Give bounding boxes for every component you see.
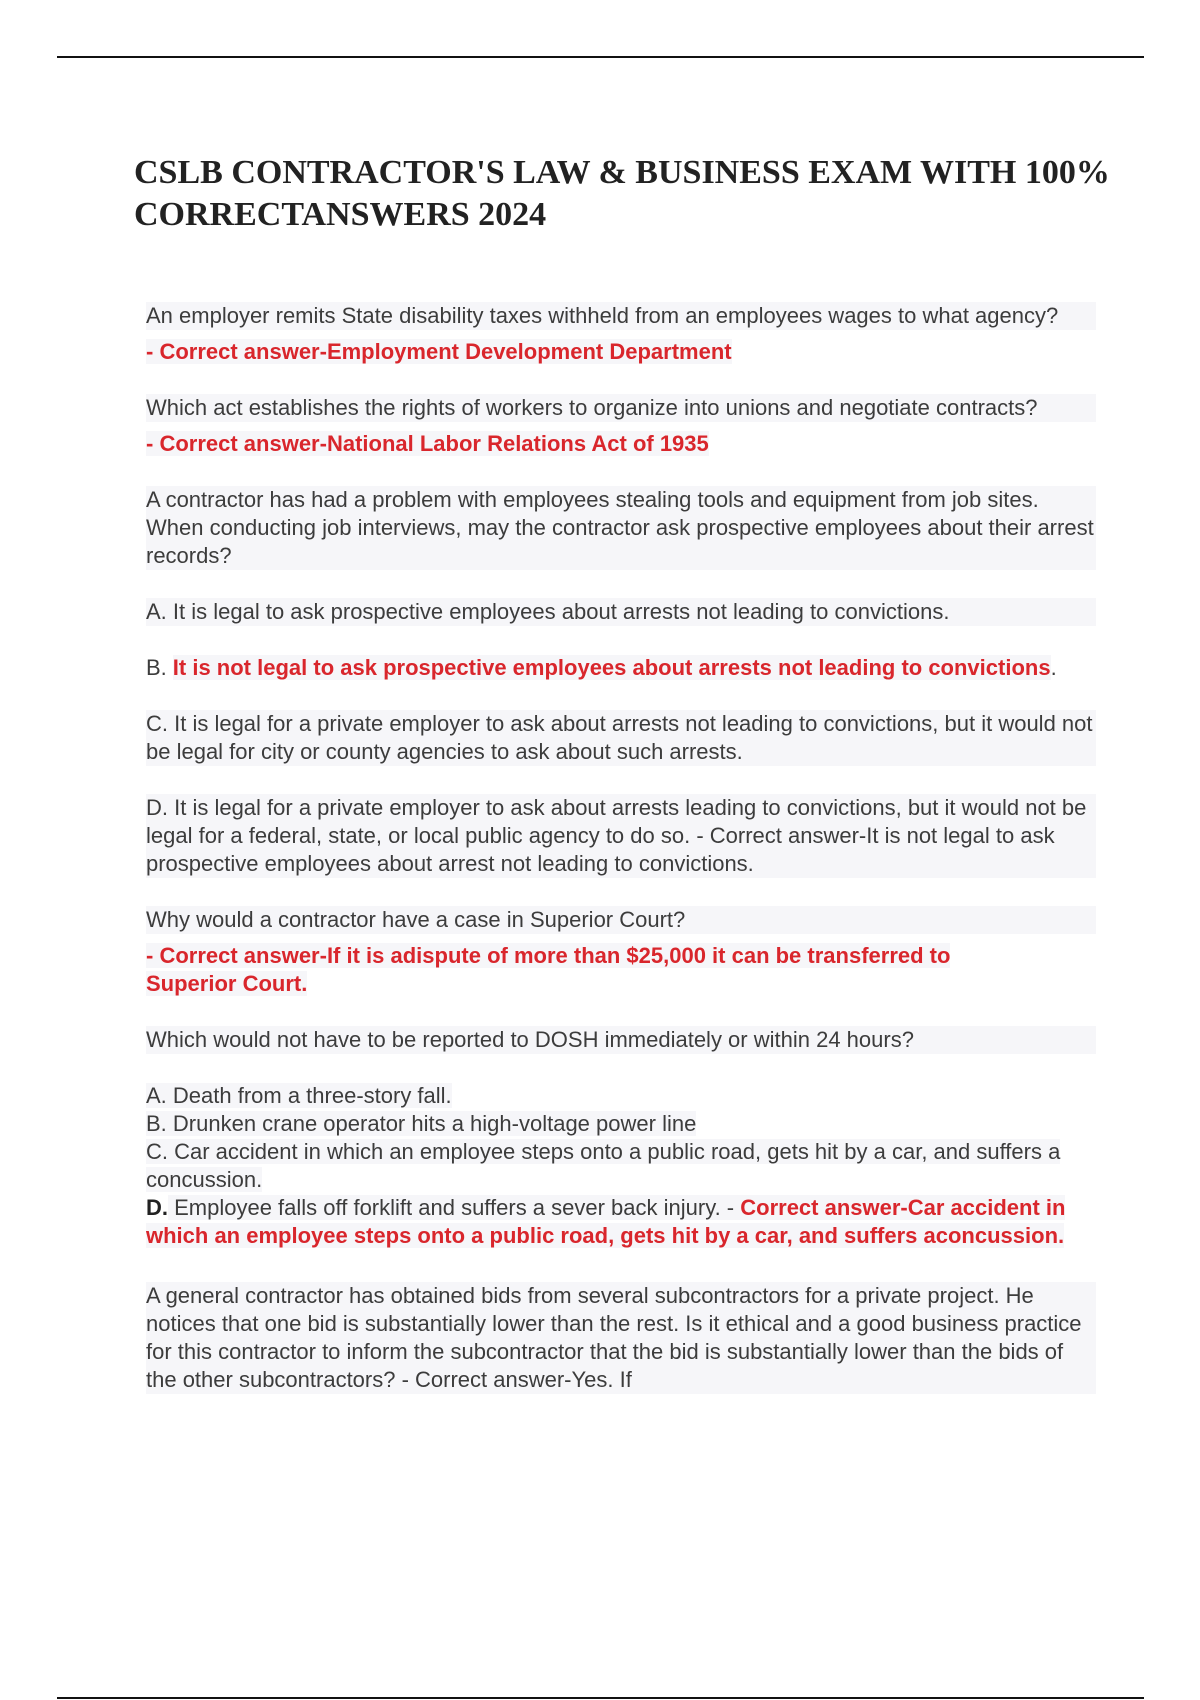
question-text: An employer remits State disability taxes withheld from an employees wages to what agency?: [146, 303, 1059, 328]
question-text: Which act establishes the rights of workers to organize into unions and negotiate contracts?: [146, 395, 1038, 420]
option-d: [146, 794, 1096, 878]
answer-text: Correct answer-Car accident in which an employee steps onto a public road, gets hit by a car, and suffers aconcussion.: [146, 1195, 1066, 1248]
answer-text: - Correct answer-If it is adispute of more than $25,000 it can be transferred to Superior Court.: [146, 943, 951, 996]
option-c: C. Car accident in which an employee steps onto a public road, gets hit by a car, and suffers a concussion.: [146, 1139, 1061, 1192]
option-letter: B.: [146, 655, 167, 680]
question-text: Why would a contractor have a case in Superior Court?: [146, 907, 686, 932]
question-text: A contractor has had a problem with employees stealing tools and equipment from job sites. When conducting job interviews, may the contractor ask prospective employees about their arrest records?: [146, 487, 1094, 568]
option-correct-text: It is not legal to ask prospective employees about arrests not leading to convictions: [172, 655, 1051, 680]
document-title: CSLB CONTRACTOR'S LAW & BUSINESS EXAM WITH 100% CORRECTANSWERS 2024: [134, 154, 1110, 233]
document-body: [146, 302, 1096, 1394]
option-d: Employee falls off forklift and suffers a sever back injury. -: [168, 1195, 741, 1220]
option-b: B. Drunken crane operator hits a high-voltage power line: [146, 1111, 697, 1136]
option-text: A. It is legal to ask prospective employees about arrests not leading to convictions.: [146, 599, 950, 624]
question-1: [146, 302, 1096, 330]
answer-text: - Correct answer-Employment Development Department: [146, 339, 732, 364]
option-c: [146, 710, 1096, 766]
answer-1: [146, 338, 1096, 366]
top-rule: [57, 56, 1144, 58]
question-4: [146, 906, 1096, 934]
answer-text: - Correct answer-National Labor Relations Act of 1935: [146, 431, 709, 456]
question-5: [146, 1026, 1096, 1054]
question-3: [146, 486, 1096, 570]
bottom-rule: [57, 1697, 1144, 1699]
option-text: D. It is legal for a private employer to ask about arrests leading to convictions, but it would not be legal for a federal, state, or local public agency to do so. - Correct answer-It is not legal to ask prospective employees about arrest not leading to convictions.: [146, 795, 1087, 876]
question-2: [146, 394, 1096, 422]
option-d-letter: D.: [146, 1195, 168, 1220]
option-b: [146, 654, 1096, 682]
option-text: C. It is legal for a private employer to ask about arrests not leading to convictions, but it would not be legal for city or county agencies to ask about such arrests.: [146, 711, 1093, 764]
option-a: [146, 598, 1096, 626]
answer-2: [146, 430, 1096, 458]
answer-4: [146, 942, 1006, 998]
option-a: A. Death from a three-story fall.: [146, 1083, 452, 1108]
options-list: [146, 1082, 1096, 1250]
question-6: [146, 1282, 1096, 1394]
option-period: .: [1050, 655, 1057, 680]
question-text: A general contractor has obtained bids from several subcontractors for a private project. He notices that one bid is substantially lower than the rest. Is it ethical and a good business practice for this contractor to inform the subcontractor that the bid is substantially lower than the bids of the other subcontractors? - Correct answer-Yes. If: [146, 1283, 1082, 1392]
question-text: Which would not have to be reported to DOSH immediately or within 24 hours?: [146, 1027, 914, 1052]
